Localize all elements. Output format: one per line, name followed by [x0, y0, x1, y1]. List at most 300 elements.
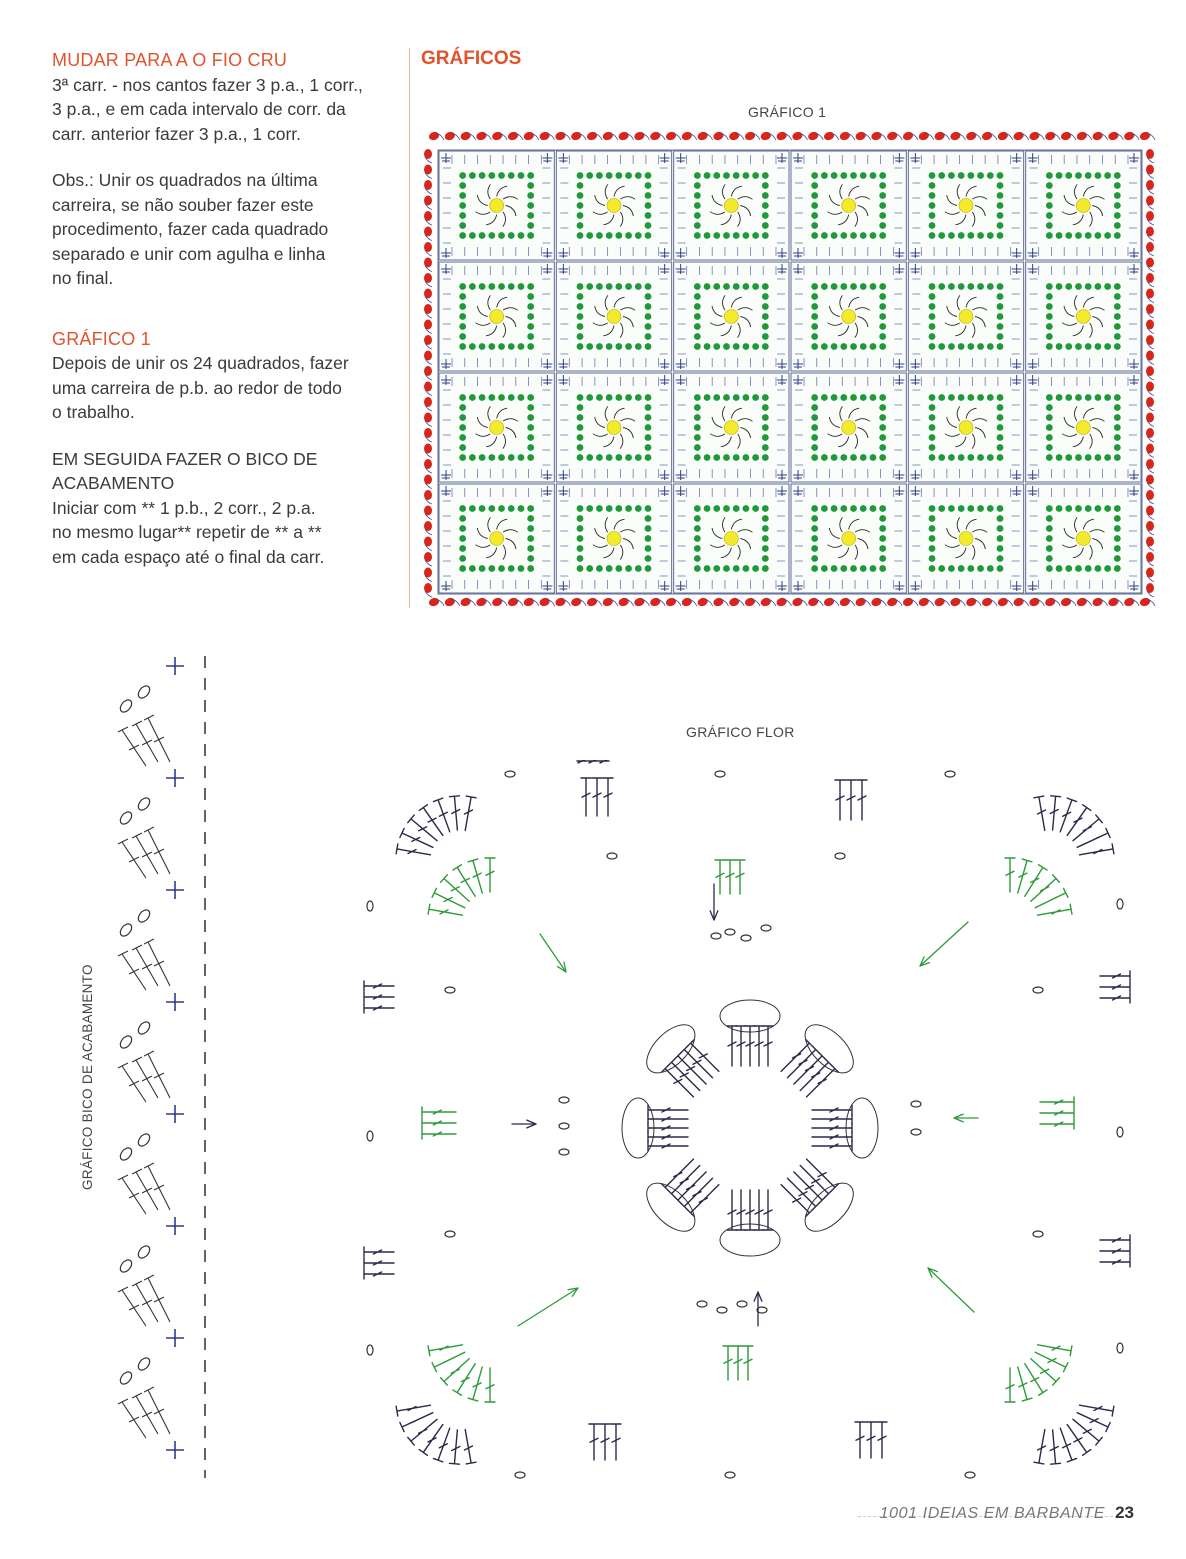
flower-center: [490, 421, 504, 435]
picot-mark: [1146, 335, 1154, 349]
picot-mark: [586, 130, 602, 141]
stitch-mark: [408, 815, 437, 841]
heading-grafico-1: GRÁFICO 1: [52, 328, 151, 349]
picot-mark: [523, 130, 539, 141]
chain-mark: [741, 935, 751, 941]
stitch-mark: [733, 1346, 743, 1380]
footer: [880, 1503, 1134, 1523]
picot-mark: [1146, 149, 1154, 163]
flor-caption: GRÁFICO FLOR: [686, 724, 795, 740]
picot-mark: [886, 130, 902, 141]
picot-mark: [807, 596, 823, 607]
single-crochet-mark: [166, 1105, 184, 1123]
text-line: no final.: [52, 268, 114, 288]
picot-mark: [1146, 521, 1154, 535]
picot-mark: [839, 130, 855, 141]
picot-mark: [602, 130, 618, 141]
stitch-mark: [422, 1118, 456, 1128]
chain-mark: [136, 1356, 152, 1373]
picot-mark: [1146, 475, 1154, 489]
stitch-mark: [453, 865, 475, 896]
picot-mark: [839, 596, 855, 607]
double-crochet-mark: [118, 1063, 146, 1102]
flower-center: [724, 421, 738, 435]
picot-mark: [1146, 227, 1154, 241]
stitch-mark: [419, 1425, 443, 1456]
picot-mark: [459, 596, 475, 607]
picot-mark: [1044, 596, 1060, 607]
chain-mark: [118, 1258, 134, 1275]
picot-mark: [586, 596, 602, 607]
double-crochet-mark: [144, 939, 170, 986]
column-divider: [409, 48, 410, 608]
petal-stitch-mark: [763, 1190, 773, 1230]
petal-stitch-mark: [687, 1040, 719, 1072]
picot-mark: [933, 596, 949, 607]
stitch-mark: [485, 858, 495, 892]
stitch-mark: [1005, 858, 1015, 892]
picot-mark: [1146, 583, 1154, 597]
chain-mark: [1117, 899, 1123, 909]
chain-mark: [505, 771, 515, 777]
chain-mark: [559, 1149, 569, 1155]
picot-mark: [649, 596, 665, 607]
picot-mark: [424, 490, 432, 504]
stitch-mark: [1040, 1097, 1074, 1107]
picot-mark: [854, 130, 870, 141]
chain-mark: [136, 1020, 152, 1037]
single-crochet-mark: [166, 881, 184, 899]
stitch-mark: [1025, 865, 1047, 896]
picot-mark: [507, 596, 523, 607]
stitch-mark: [855, 1422, 865, 1458]
petal-stitch-mark: [668, 1165, 700, 1197]
picot-mark: [918, 130, 934, 141]
petal-stitch-mark: [687, 1185, 719, 1217]
double-crochet-mark: [118, 1287, 146, 1326]
picot-mark: [1028, 130, 1044, 141]
picot-mark: [1123, 596, 1139, 607]
chain-mark: [715, 771, 725, 777]
picot-mark: [424, 289, 432, 303]
picot-mark: [538, 596, 554, 607]
picot-mark: [823, 130, 839, 141]
stitch-mark: [1035, 1352, 1068, 1371]
picot-mark: [459, 130, 475, 141]
picot-mark: [965, 596, 981, 607]
petal-stitch-mark: [807, 1065, 839, 1097]
grid-frame: [438, 150, 1142, 594]
picot-mark: [1146, 568, 1154, 582]
picot-mark: [424, 211, 432, 225]
picot-mark: [507, 130, 523, 141]
picot-mark: [424, 552, 432, 566]
chain-mark: [725, 1472, 735, 1478]
text-line: Obs.: Unir os quadrados na última: [52, 170, 318, 190]
petal-stitch-mark: [727, 1026, 737, 1066]
picot-mark: [424, 180, 432, 194]
picot-mark: [633, 596, 649, 607]
petal-stitch-mark: [674, 1172, 706, 1204]
picot-mark: [424, 242, 432, 256]
stitch-mark: [1067, 1425, 1091, 1456]
petal-stitch-mark: [648, 1105, 688, 1115]
stitch-mark: [735, 860, 745, 894]
chain-mark: [717, 1307, 727, 1313]
double-crochet-mark: [144, 1051, 170, 1098]
chain-mark: [118, 698, 134, 715]
petal-stitch-mark: [812, 1141, 852, 1151]
picot-mark: [791, 130, 807, 141]
stitch-mark: [422, 1129, 456, 1139]
petal-stitch-mark: [781, 1040, 813, 1072]
picot-mark: [681, 130, 697, 141]
chain-mark: [445, 987, 455, 993]
picot-mark: [1146, 428, 1154, 442]
flower-center: [607, 421, 621, 435]
picot-mark: [1028, 596, 1044, 607]
picot-mark: [1044, 130, 1060, 141]
picot-mark: [1012, 596, 1028, 607]
chain-mark: [136, 908, 152, 925]
picot-mark: [870, 596, 886, 607]
stitch-mark: [1025, 1364, 1047, 1395]
stitch-mark: [453, 1364, 475, 1395]
stitch-mark: [1038, 904, 1072, 915]
picot-mark: [424, 273, 432, 287]
picot-mark: [424, 149, 432, 163]
stitch-mark: [433, 1428, 449, 1462]
double-crochet-mark: [118, 727, 146, 766]
picot-mark: [428, 130, 444, 141]
petal-stitch-mark: [787, 1178, 819, 1210]
flower-center: [607, 310, 621, 324]
petal-stitch-mark: [794, 1052, 826, 1084]
stitch-mark: [432, 888, 465, 907]
stitch-mark: [449, 1430, 459, 1464]
petal-stitch-mark: [800, 1059, 832, 1091]
stitch-mark: [1077, 828, 1110, 847]
text-line: carr. anterior fazer 3 p.a., 1 corr.: [52, 123, 301, 144]
chain-mark: [445, 1231, 455, 1237]
picot-mark: [617, 130, 633, 141]
single-crochet-mark: [166, 769, 184, 787]
picot-mark: [665, 130, 681, 141]
bico-caption: GRÁFICO BICO DE ACABAMENTO: [80, 964, 95, 1190]
picot-mark: [424, 351, 432, 365]
stitch-mark: [1100, 982, 1130, 992]
stitch-mark: [1005, 1368, 1015, 1402]
picot-mark: [570, 596, 586, 607]
picot-mark: [1146, 537, 1154, 551]
stitch-mark: [432, 1352, 465, 1371]
chain-mark: [835, 853, 845, 859]
page-number: 23: [1115, 1503, 1134, 1522]
stitch-mark: [588, 760, 598, 763]
picot-mark: [744, 130, 760, 141]
stitch-mark: [1100, 993, 1130, 1003]
picot-mark: [1107, 130, 1123, 141]
stitch-mark: [1080, 1405, 1114, 1416]
stitch-mark: [1100, 1235, 1130, 1245]
flower-center: [959, 532, 973, 546]
picot-mark: [870, 130, 886, 141]
picot-mark: [1139, 596, 1155, 607]
petal-stitch-mark: [781, 1185, 813, 1217]
picot-mark: [1146, 552, 1154, 566]
direction-arrow: [710, 884, 718, 920]
stitch-mark: [364, 1003, 394, 1013]
flower-center: [724, 532, 738, 546]
chain-mark: [1117, 1343, 1123, 1353]
graficos-title: GRÁFICOS: [421, 48, 522, 69]
picot-mark: [1012, 130, 1028, 141]
flower-center: [724, 199, 738, 213]
direction-arrow: [954, 1114, 978, 1122]
stitch-mark: [1080, 844, 1114, 855]
picot-mark: [823, 596, 839, 607]
picot-mark: [1146, 490, 1154, 504]
picot-mark: [1146, 180, 1154, 194]
picot-mark: [728, 596, 744, 607]
picot-mark: [1146, 258, 1154, 272]
picot-mark: [807, 130, 823, 141]
stitch-mark: [433, 798, 449, 832]
stitch-mark: [611, 1424, 621, 1460]
stitch-mark: [866, 1422, 876, 1458]
single-crochet-mark: [166, 1441, 184, 1459]
flower-center: [842, 532, 856, 546]
chain-mark: [136, 1132, 152, 1149]
text-line: no mesmo lugar** repetir de ** a **: [52, 522, 322, 542]
picot-mark: [1139, 130, 1155, 141]
picot-mark: [1146, 320, 1154, 334]
double-crochet-mark: [118, 1175, 146, 1214]
picot-mark: [424, 335, 432, 349]
stitch-mark: [1100, 1257, 1130, 1267]
picot-mark: [712, 596, 728, 607]
stitch-mark: [1040, 1108, 1074, 1118]
picot-mark: [424, 506, 432, 520]
picot-mark: [424, 227, 432, 241]
picot-mark: [1146, 459, 1154, 473]
direction-arrow: [518, 1288, 578, 1326]
picot-mark: [1076, 130, 1092, 141]
petal-stitch-mark: [648, 1141, 688, 1151]
petal-stitch-mark: [763, 1026, 773, 1066]
flower-center: [607, 532, 621, 546]
picot-mark: [1146, 382, 1154, 396]
flower-center: [842, 310, 856, 324]
picot-mark: [617, 596, 633, 607]
chain-mark: [136, 1244, 152, 1261]
stitch-mark: [715, 860, 725, 894]
chain-mark: [136, 684, 152, 701]
picot-mark: [602, 596, 618, 607]
picot-mark: [997, 130, 1013, 141]
stitch-mark: [364, 981, 394, 991]
stitch-mark: [396, 844, 430, 855]
chain-mark: [559, 1097, 569, 1103]
picot-mark: [424, 320, 432, 334]
stitch-mark: [400, 828, 433, 847]
petal-stitch-mark: [662, 1159, 694, 1191]
stitch-mark: [600, 1424, 610, 1460]
picot-mark: [902, 596, 918, 607]
picot-mark: [902, 130, 918, 141]
picot-mark: [424, 459, 432, 473]
chain-mark: [1033, 987, 1043, 993]
double-crochet-mark: [144, 827, 170, 874]
double-crochet-mark: [118, 951, 146, 990]
picot-mark: [424, 304, 432, 318]
stitch-mark: [581, 778, 591, 816]
picot-mark: [424, 366, 432, 380]
grafico1-diagram: [420, 124, 1160, 620]
picot-mark: [1123, 130, 1139, 141]
picot-mark: [1107, 596, 1123, 607]
picot-mark: [424, 444, 432, 458]
picot-mark: [791, 596, 807, 607]
flower-center: [959, 199, 973, 213]
direction-arrow: [928, 1268, 974, 1312]
flower-center: [1076, 199, 1090, 213]
picot-mark: [1091, 596, 1107, 607]
single-crochet-mark: [166, 1217, 184, 1235]
stitch-mark: [464, 796, 476, 830]
flower-center: [959, 421, 973, 435]
stitch-mark: [364, 992, 394, 1002]
stitch-mark: [428, 1345, 462, 1356]
stitch-mark: [1100, 1246, 1130, 1256]
double-crochet-mark: [144, 715, 170, 762]
text-line: 3 p.a., e em cada intervalo de corr. da: [52, 99, 346, 119]
picot-mark: [444, 130, 460, 141]
stitch-mark: [1050, 1430, 1060, 1464]
flor-diagram: [350, 760, 1150, 1500]
picot-mark: [1146, 506, 1154, 520]
text-line: 3ª carr. - nos cantos fazer 3 p.a., 1 corr.,: [52, 74, 363, 95]
chain-mark: [911, 1129, 921, 1135]
picot-mark: [424, 397, 432, 411]
picot-mark: [491, 130, 507, 141]
double-crochet-mark: [118, 1399, 146, 1438]
stitch-mark: [1034, 796, 1046, 830]
picot-mark: [760, 596, 776, 607]
picot-mark: [424, 258, 432, 272]
stitch-mark: [1073, 1419, 1102, 1445]
picot-mark: [633, 130, 649, 141]
stitch-mark: [1060, 1428, 1076, 1462]
text-line: o trabalho.: [52, 402, 135, 422]
picot-mark: [1146, 273, 1154, 287]
picot-mark: [933, 130, 949, 141]
picot-mark: [681, 596, 697, 607]
chain-mark: [1033, 1231, 1043, 1237]
picot-mark: [475, 596, 491, 607]
picot-mark: [428, 596, 444, 607]
stitch-mark: [396, 1405, 430, 1416]
chain-mark: [118, 1370, 134, 1387]
stitch-mark: [422, 1107, 456, 1117]
flower-center: [607, 199, 621, 213]
flower-center: [1076, 532, 1090, 546]
chain-mark: [367, 901, 373, 911]
direction-arrow: [920, 922, 968, 966]
stitch-mark: [1040, 1119, 1074, 1129]
chain-mark: [945, 771, 955, 777]
double-crochet-mark: [144, 1275, 170, 1322]
picot-mark: [475, 130, 491, 141]
picot-mark: [444, 596, 460, 607]
heading-bico: ACABAMENTO: [52, 473, 175, 493]
chain-mark: [725, 929, 735, 935]
picot-mark: [1146, 289, 1154, 303]
picot-mark: [1091, 130, 1107, 141]
instructions-column: [52, 48, 397, 569]
picot-mark: [491, 596, 507, 607]
stitch-mark: [364, 1258, 394, 1268]
text-line: procedimento, fazer cada quadrado: [52, 219, 329, 239]
direction-arrow: [512, 1120, 536, 1128]
picot-mark: [760, 130, 776, 141]
stitch-mark: [835, 780, 845, 820]
picot-mark: [424, 165, 432, 179]
stitch-mark: [857, 780, 867, 820]
picot-mark: [1146, 351, 1154, 365]
chain-mark: [607, 853, 617, 859]
chain-mark: [136, 796, 152, 813]
picot-mark: [981, 596, 997, 607]
picot-mark: [744, 596, 760, 607]
magazine-title: 1001 IDEIAS EM BARBANTE: [879, 1505, 1106, 1522]
double-crochet-mark: [144, 1387, 170, 1434]
picot-mark: [424, 537, 432, 551]
chain-mark: [559, 1123, 569, 1129]
text-line: carreira, se não souber fazer este: [52, 194, 314, 215]
flower-center: [1076, 310, 1090, 324]
stitch-mark: [589, 1424, 599, 1460]
stitch-mark: [577, 760, 587, 763]
stitch-mark: [364, 1247, 394, 1257]
stitch-mark: [1035, 888, 1068, 907]
stitch-mark: [1038, 1345, 1072, 1356]
picot-mark: [775, 596, 791, 607]
petal-stitch-mark: [727, 1190, 737, 1230]
chain-mark: [761, 925, 771, 931]
picot-mark: [554, 596, 570, 607]
flower-center: [490, 532, 504, 546]
picot-mark: [1146, 366, 1154, 380]
stitch-mark: [419, 805, 443, 836]
picot-mark: [1146, 211, 1154, 225]
chain-mark: [737, 1301, 747, 1307]
picot-mark: [1146, 444, 1154, 458]
picot-mark: [949, 130, 965, 141]
petal-stitch-mark: [787, 1046, 819, 1078]
flower-center: [1076, 421, 1090, 435]
picot-mark: [1146, 242, 1154, 256]
stitch-mark: [1060, 798, 1076, 832]
petal-stitch-mark: [681, 1046, 713, 1078]
stitch-mark: [1034, 1430, 1046, 1464]
picot-mark: [424, 413, 432, 427]
chain-mark: [118, 922, 134, 939]
picot-mark: [696, 130, 712, 141]
picot-mark: [538, 130, 554, 141]
picot-mark: [570, 130, 586, 141]
heading-bico: EM SEGUIDA FAZER O BICO DE: [52, 448, 318, 469]
